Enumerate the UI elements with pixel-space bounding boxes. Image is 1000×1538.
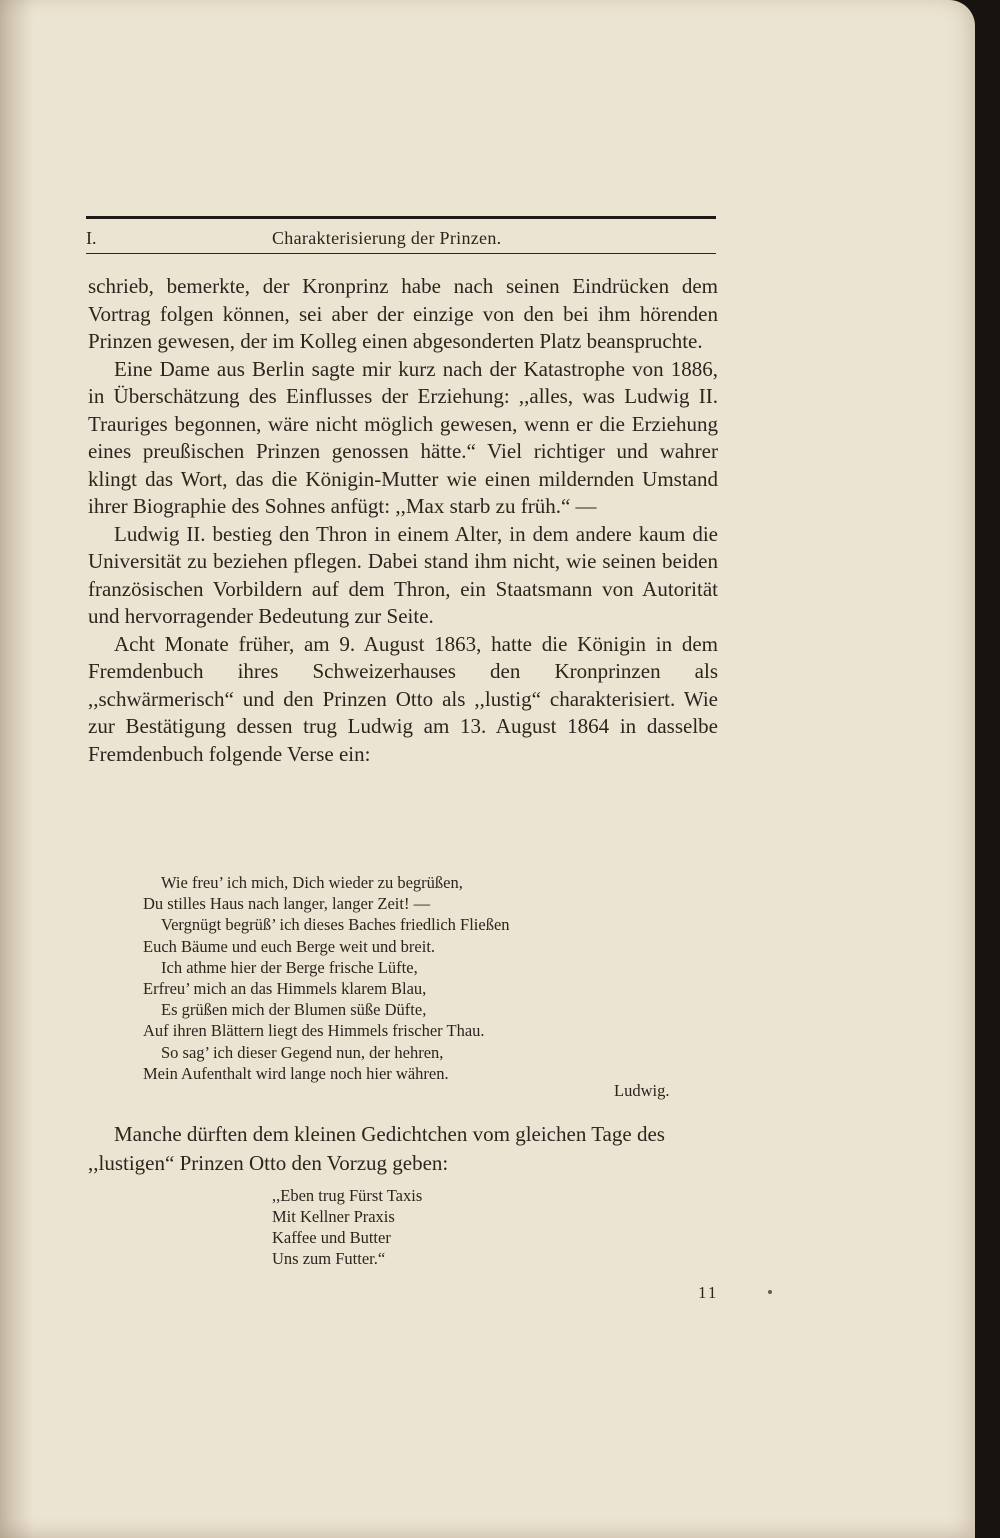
verse-line: Es grüßen mich der Blumen süße Düfte, [161, 1000, 427, 1020]
verse-line: Euch Bäume und euch Berge weit und breit. [143, 936, 436, 956]
verse-line: Vergnügt begrüß’ ich dieses Baches friedlich Fließen [161, 915, 510, 935]
verse-line: Auf ihren Blättern liegt des Himmels frischer Thau. [143, 1021, 485, 1041]
header-rule-bottom [86, 253, 716, 254]
chapter-title: Charakterisierung der Prinzen. [272, 228, 502, 248]
poem-line: Kaffee und Butter [272, 1228, 391, 1247]
chapter-number: I. [86, 228, 97, 248]
poem-line: Mit Kellner Praxis [272, 1207, 395, 1226]
verse-line: Ich athme hier der Berge frische Lüfte, [161, 957, 418, 977]
poem-line: Uns zum Futter.“ [272, 1249, 386, 1268]
paper-speck [768, 1290, 772, 1294]
verse-line: Wie freu’ ich mich, Dich wieder zu begrüßen, [161, 873, 463, 892]
paragraph: Ludwig II. bestieg den Thron in einem Alter, in dem andere kaum die Universität zu beziehen pflegen. Dabei stand ihm nicht, wie seinen beiden französischen Vorbildern auf dem Thron, ein Staatsmann von Autorität und hervorragender Bedeutung zur Seite. [88, 521, 718, 628]
paragraph: Manche dürften dem kleinen Gedichtchen vom gleichen Tage des ,,lustigen“ Prinzen Otto den Vorzug geben: [88, 1122, 665, 1175]
verse-line: Mein Aufenthalt wird lange noch hier währen. [143, 1063, 449, 1083]
paragraph: Acht Monate früher, am 9. August 1863, hatte die Königin in dem Fremdenbuch ihres Schweizerhauses den Kronprinzen als ,,schwärmerisch“ und den Prinzen Otto als ,,lustig“ charakterisiert. Wie zur Bestätigung dessen trug Ludwig am 13. August 1864 in dasselbe Fremdenbuch folgende Verse ein: [88, 631, 718, 766]
body-text [88, 273, 718, 768]
page-number: 11 [698, 1283, 719, 1302]
verse-line: Erfreu’ mich an das Himmels klarem Blau, [143, 979, 427, 999]
verse-signature: Ludwig. [614, 1081, 670, 1100]
header-rule-top [86, 216, 716, 219]
verse-line: So sag’ ich dieser Gegend nun, der hehren, [161, 1042, 444, 1062]
running-header [86, 216, 716, 256]
verse-block [143, 872, 510, 1084]
closing-text [88, 1120, 728, 1178]
verse-line: Du stilles Haus nach langer, langer Zeit! — [143, 894, 431, 914]
poem-line: ,,Eben trug Fürst Taxis [272, 1186, 423, 1205]
paragraph: Eine Dame aus Berlin sagte mir kurz nach der Katastrophe von 1886, in Überschätzung des Einflusses der Erziehung: ,,alles, was Ludwig II. Trauriges begonnen, wäre nicht möglich gewesen, wenn er die Erziehung eines preußischen Prinzen genossen hätte.“ Viel richtiger und wahrer klingt das Wort, das die Königin-Mutter wie einen mildernden Umstand ihrer Biographie des Sohnes anfügt: ,,Max starb zu früh.“ — [88, 356, 718, 518]
paragraph: schrieb, bemerkte, der Kronprinz habe nach seinen Eindrücken dem Vortrag folgen können, sei aber der einzige von den bei ihm hörenden Prinzen gewesen, der im Kolleg einen abgesonderten Platz beanspruchte. [88, 274, 718, 353]
short-poem [272, 1185, 422, 1269]
binding-shadow [0, 0, 34, 1538]
